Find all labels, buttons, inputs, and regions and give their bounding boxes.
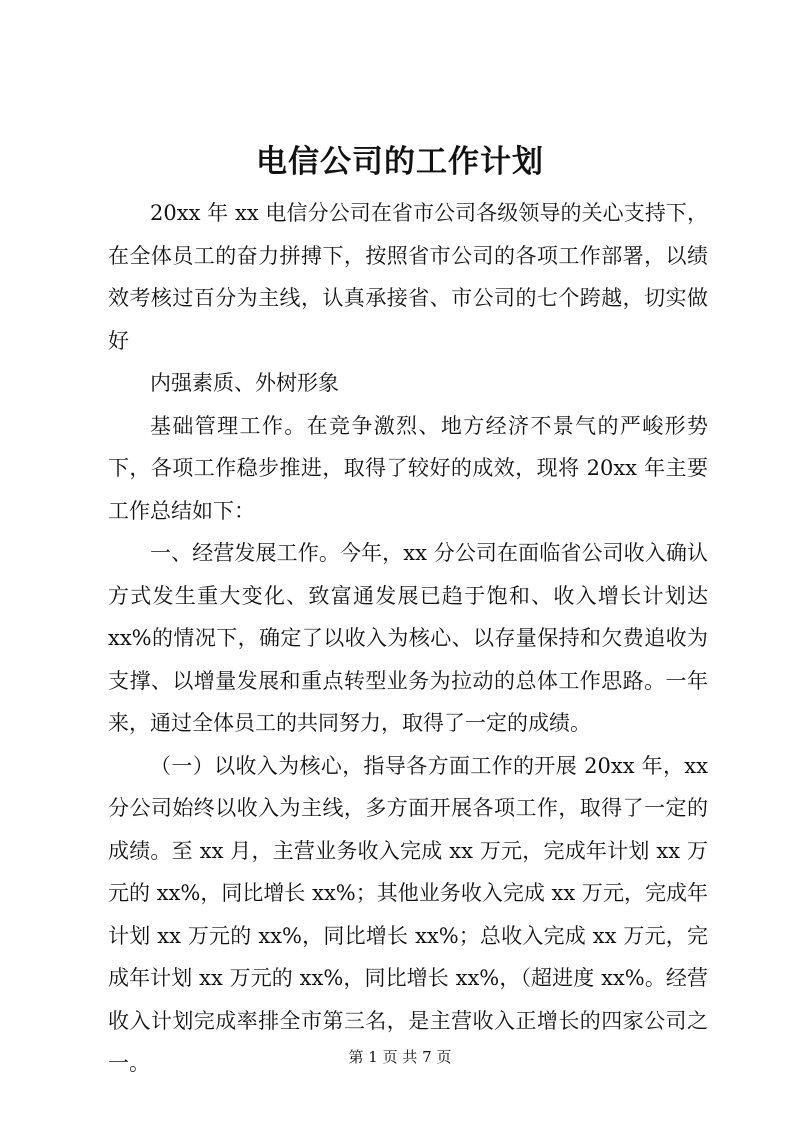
document-title: 电信公司的工作计划 — [256, 144, 544, 180]
paragraph-section-one: 一、经营发展工作。今年，xx 分公司在面临省公司收入确认方式发生重大变化、致富通发展已趋于饱和、收入增长计划达 xx%的情况下，确定了以收入为核心、以存量保持和欠费追收为支撑、以增量发展和重点转型业务为拉动的总体工作思路。一年来，通过全体员工的共同努力，取得了一定的成绩。 — [108, 541, 715, 735]
paragraph-foundation: 基础管理工作。在竞争激烈、地方经济不景气的严峻形势下，各项工作稳步推进，取得了较好的成效，现将 20xx 年主要工作总结如下： — [108, 413, 708, 523]
paragraph-intro: 20xx 年 xx 电信分公司在省市公司各级领导的关心支持下，在全体员工的奋力拼搏下，按照省市公司的各项工作部署，以绩效考核过百分为主线，认真承接省、市公司的七个跨越，切实做好 — [108, 201, 708, 353]
page-number-footer: 第 1 页 共 7 页 — [348, 1048, 452, 1066]
document-body — [108, 192, 715, 1085]
paragraph-subheading: 内强素质、外树形象 — [150, 371, 339, 395]
paragraph-subsection-one: （一）以收入为核心，指导各方面工作的开展 20xx 年，xx 分公司始终以收入为主线，多方面开展各项工作，取得了一定的成绩。至 xx 月，主营业务收入完成 xx 万元，完成年计划 xx 万元的 xx%，同比增长 xx%；其他业务收入完成 xx 万元，完成年计划 xx 万元的 xx%，同比增长 xx%；总收入完成 xx 万元，完成年计划 xx 万元的 xx%，同比增长 xx%，（超进度 xx%。经营收入计划完成率排全市第三名，是主营收入正增长的四家公司之一。 — [108, 753, 715, 1075]
